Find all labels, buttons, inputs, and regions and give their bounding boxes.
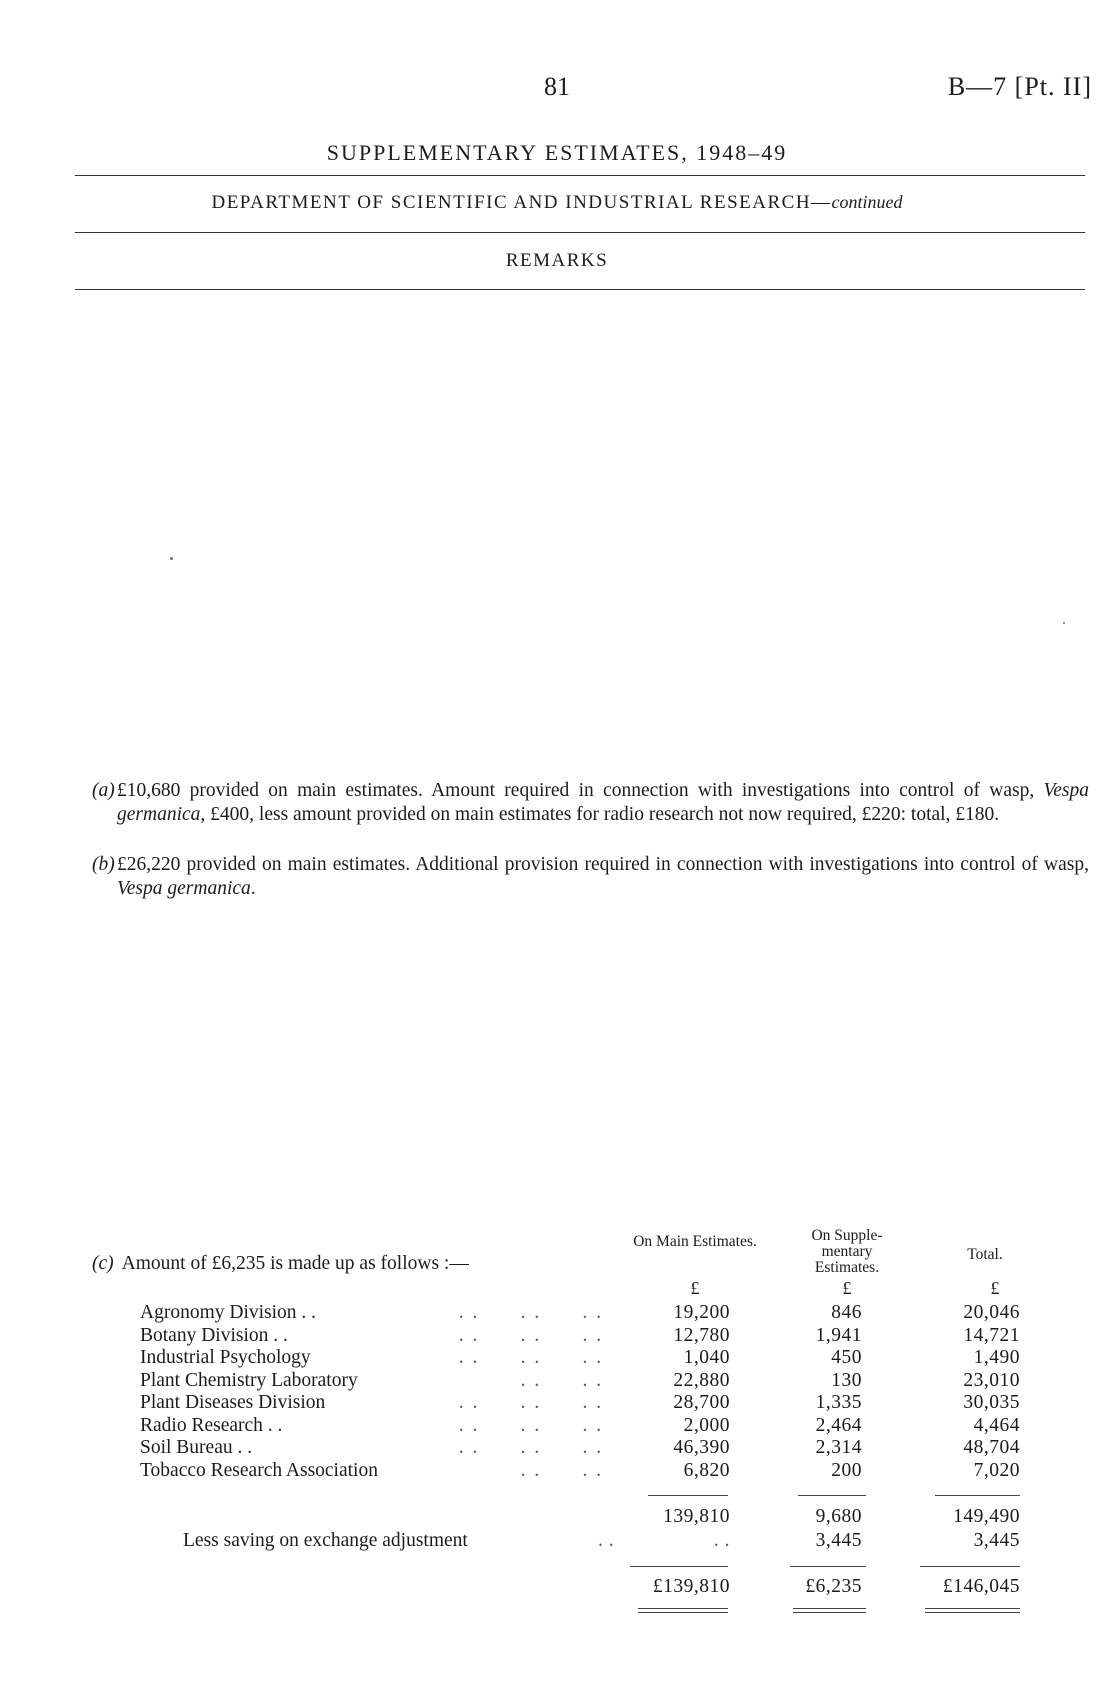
row-leader-dots: . . . . . . (445, 1437, 604, 1458)
less-row (0, 1530, 1114, 1552)
row-label: Plant Diseases Division (140, 1392, 326, 1413)
row-label: Plant Chemistry Laboratory (140, 1369, 358, 1391)
row-main-value: 28,700 (673, 1392, 730, 1413)
subtotal-supplementary: 9,680 (815, 1506, 862, 1527)
page-title: SUPPLEMENTARY ESTIMATES, 1948–49 (326, 140, 788, 165)
note-b-species: Vespa germanica (117, 878, 251, 899)
note-a (92, 779, 1089, 827)
unit-total: £ (990, 1278, 1000, 1298)
row-leader-dots: . . . . . . (445, 1324, 604, 1346)
column-header-total: Total. (967, 1246, 1003, 1263)
row-label: Tobacco Research Association (140, 1459, 378, 1481)
subtotal-total: 149,490 (953, 1506, 1020, 1527)
row-main-value: 22,880 (673, 1369, 730, 1391)
subtotal-rule-total (935, 1495, 1020, 1496)
column-header-supplementary-line-3: Estimates. (814, 1259, 880, 1276)
note-a-species: Vespa germanica, (117, 780, 1089, 825)
row-leader-dots: . . . . . . (445, 1347, 604, 1368)
table-mark: (c) (92, 1253, 114, 1274)
less-total: 3,445 (973, 1530, 1020, 1551)
row-leader-dots: . . . . . . (445, 1392, 604, 1413)
print-speck (1063, 622, 1065, 624)
grand-total-supplementary: £6,235 (805, 1576, 862, 1597)
row-total-value: 20,046 (963, 1302, 1020, 1323)
row-main-value: 46,390 (673, 1437, 730, 1458)
table-row (0, 1325, 1114, 1347)
table-intro-text: Amount of £6,235 is made up as follows :— (121, 1253, 469, 1274)
total-rule-supplementary (790, 1566, 866, 1567)
row-supplementary-value: 130 (831, 1369, 862, 1391)
row-leader-dots: . . . . (445, 1459, 604, 1481)
table-row (0, 1347, 1114, 1369)
row-label: Radio Research . . (140, 1414, 283, 1436)
note-b-mark: (b) (92, 854, 115, 875)
row-main-value: 6,820 (683, 1459, 730, 1481)
row-total-value: 23,010 (963, 1369, 1020, 1391)
note-b (92, 853, 1089, 901)
less-label: Less saving on exchange adjustment (183, 1530, 468, 1551)
table-row (0, 1302, 1114, 1324)
table-row (0, 1392, 1114, 1414)
double-rule-total (925, 1608, 1020, 1613)
double-rule-main (638, 1608, 728, 1613)
row-label: Soil Bureau . . (140, 1437, 253, 1458)
less-dots: . . (598, 1530, 615, 1551)
unit-main: £ (690, 1278, 700, 1298)
subtotal-rule-main (648, 1495, 728, 1496)
row-supplementary-value: 2,314 (815, 1437, 862, 1458)
rule-middle (75, 232, 1085, 233)
row-total-value: 14,721 (963, 1324, 1020, 1346)
row-supplementary-value: 200 (831, 1459, 862, 1481)
row-main-value: 1,040 (683, 1347, 730, 1368)
row-supplementary-value: 450 (831, 1347, 862, 1368)
row-leader-dots: . . . . (445, 1369, 604, 1391)
column-header-supplementary (777, 1228, 917, 1276)
rule-bottom (75, 289, 1085, 290)
column-header-main: On Main Estimates. (633, 1233, 757, 1250)
row-leader-dots: . . . . . . (445, 1302, 604, 1323)
table-row (0, 1370, 1114, 1392)
table-intro (92, 1253, 469, 1275)
row-total-value: 7,020 (973, 1459, 1020, 1481)
rule-top (75, 175, 1085, 176)
subtotal-main: 139,810 (663, 1506, 730, 1527)
table-row (0, 1415, 1114, 1437)
less-supplementary: 3,445 (815, 1530, 862, 1551)
row-supplementary-value: 1,941 (815, 1324, 862, 1346)
row-total-value: 48,704 (963, 1437, 1020, 1458)
page-reference: B—7 [Pt. II] (947, 72, 1092, 101)
row-total-value: 1,490 (973, 1347, 1020, 1368)
section-heading: REMARKS (505, 250, 609, 271)
department-heading (0, 192, 1114, 214)
department-name: DEPARTMENT OF SCIENTIFIC AND INDUSTRIAL RESEARCH— (211, 192, 832, 213)
note-b-text-1: £26,220 provided on main estimates. Additional provision required in connection with investigations into control of wasp, (117, 854, 1089, 875)
grand-total-row (0, 1576, 1114, 1598)
double-rule-supplementary (793, 1608, 866, 1613)
table-row (0, 1437, 1114, 1459)
row-label: Agronomy Division . . (140, 1302, 317, 1323)
page-number: 81 (544, 72, 570, 101)
column-header-supplementary-line-1: On Supple- (811, 1227, 883, 1244)
total-rule-total (920, 1566, 1020, 1567)
row-supplementary-value: 846 (831, 1302, 862, 1323)
subtotal-row (0, 1506, 1114, 1528)
row-supplementary-value: 1,335 (815, 1392, 862, 1413)
row-total-value: 30,035 (963, 1392, 1020, 1413)
less-main: . . (713, 1530, 730, 1551)
total-rule-main (630, 1566, 728, 1567)
row-main-value: 19,200 (673, 1302, 730, 1323)
row-label: Industrial Psychology (140, 1347, 311, 1368)
row-total-value: 4,464 (973, 1414, 1020, 1436)
row-main-value: 12,780 (673, 1324, 730, 1346)
row-main-value: 2,000 (683, 1414, 730, 1436)
row-label: Botany Division . . (140, 1324, 288, 1346)
print-speck (170, 557, 173, 560)
row-leader-dots: . . . . . . (445, 1414, 604, 1436)
row-supplementary-value: 2,464 (815, 1414, 862, 1436)
subtotal-rule-supplementary (798, 1495, 866, 1496)
note-b-text-2: . (250, 878, 256, 899)
department-continued: continued (831, 192, 903, 212)
note-a-text-1: £10,680 provided on main estimates. Amount required in connection with investigations into control of wasp, (117, 780, 1044, 801)
grand-total-total: £146,045 (942, 1576, 1020, 1597)
column-header-supplementary-line-2: mentary (821, 1243, 873, 1260)
note-a-text-2: £400, less amount provided on main estimates for radio research not now required, £220: total, £180. (205, 804, 1000, 825)
note-a-mark: (a) (92, 780, 115, 801)
table-row (0, 1460, 1114, 1482)
unit-supplementary: £ (842, 1278, 852, 1298)
grand-total-main: £139,810 (652, 1576, 730, 1597)
